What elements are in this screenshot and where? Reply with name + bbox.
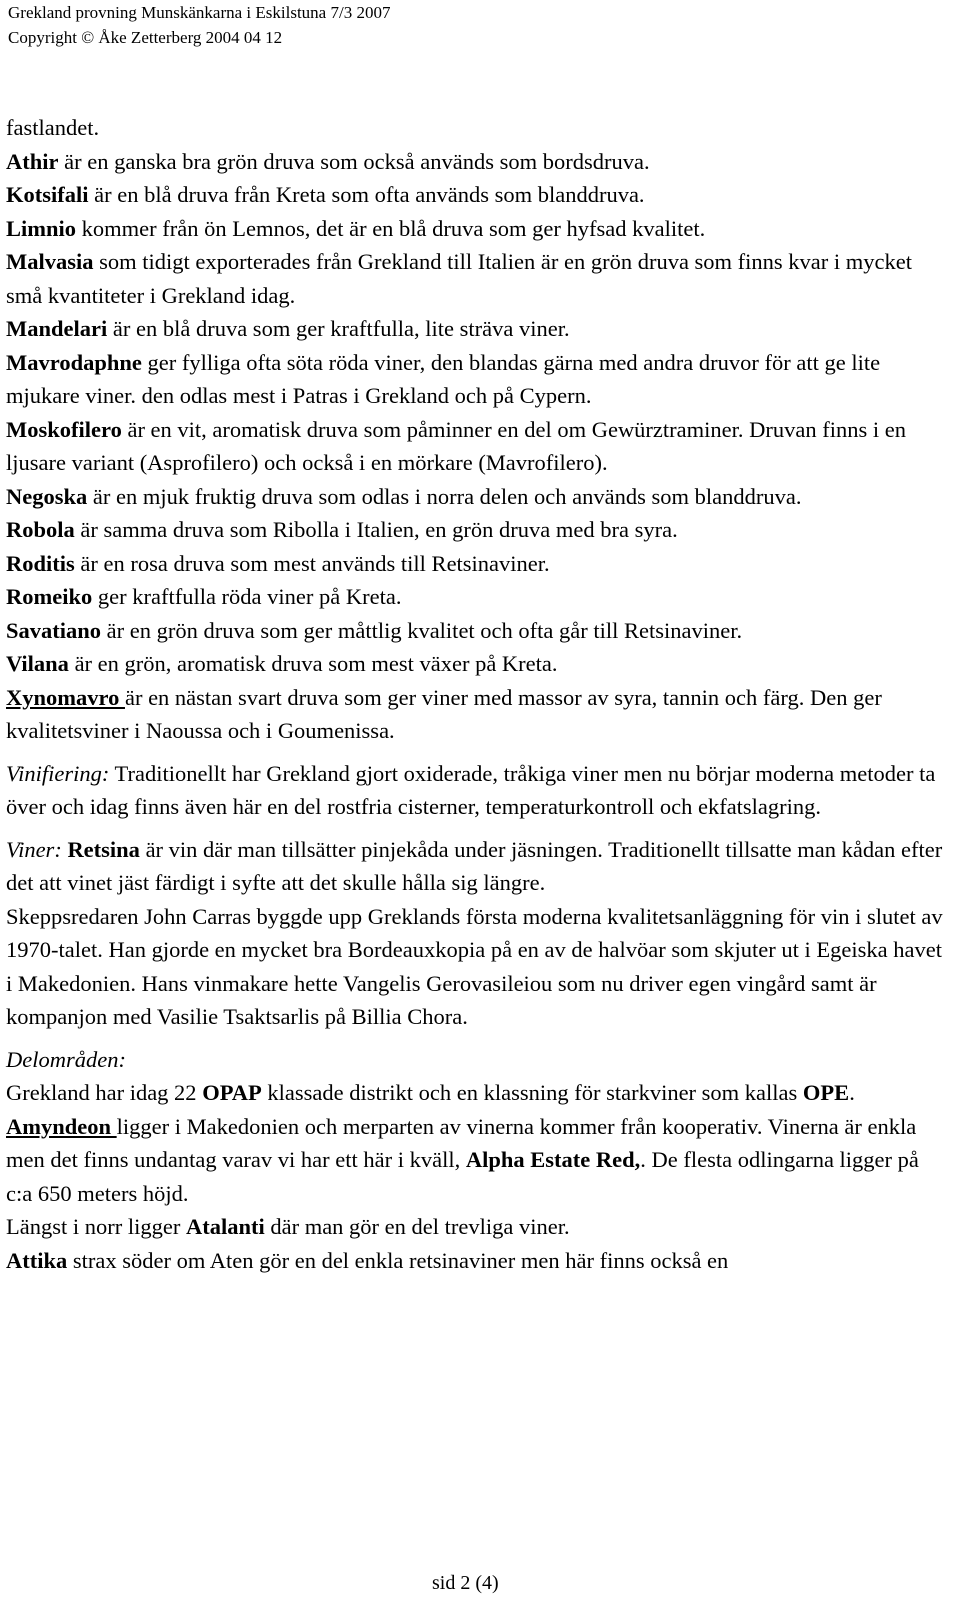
section-viner: Viner: Retsina är vin där man tillsätter pinjekåda under jäsningen. Traditionellt tillsatte man kådan efter det att vinet jäst färdigt i syfte att det skulle hålla sig längre.: [6, 836, 943, 895]
district-attika: Attika strax söder om Aten gör en del enkla retsinaviner men här finns också en: [6, 1247, 729, 1273]
grape-mandelari: Mandelari är en blå druva som ger kraftfulla, lite sträva viner.: [6, 316, 570, 341]
header-title: Grekland provning Munskänkarna i Eskilstuna 7/3 2007: [8, 3, 391, 22]
document-body: [6, 111, 946, 1277]
paragraph-carras: Skeppsredaren John Carras byggde upp Greklands första moderna kvalitetsanläggning för vin i slutet av 1970-talet. Han gjorde en mycket bra Bordeauxkopia på en av de halvöar som skjuter ut i Egeiska havet i Makedonien. Hans vinmakare hette Vangelis Gerovasileiou som nu driver egen vingård samt är kompanjon med Vasilie Tsaktsarlis på Billia Chora.: [6, 903, 943, 1029]
page-number: sid 2 (4): [432, 1572, 499, 1594]
grape-athir: Athir är en ganska bra grön druva som också används som bordsdruva.: [6, 148, 650, 174]
grape-mavrodaphne: Mavrodaphne ger fylliga ofta söta röda viner, den blandas gärna med andra druvor för att ge lite mjukare viner. den odlas mest i Patras i Grekland och på Cypern.: [6, 349, 881, 408]
document-header: [8, 0, 390, 50]
grape-xynomavro: Xynomavro är en nästan svart druva som ger viner med massor av syra, tannin och färg. Den ger kvalitetsviner i Naoussa och i Goumenissa.: [6, 684, 882, 743]
grape-vilana: Vilana är en grön, aromatisk druva som mest växer på Kreta.: [6, 651, 558, 676]
section-title-delomraden: Delområden:: [6, 1046, 126, 1072]
paragraph-opap: Grekland har idag 22 OPAP klassade distrikt och en klassning för starkviner som kallas OPE.: [6, 1080, 855, 1105]
grape-limnio: Limnio kommer från ön Lemnos, det är en blå druva som ger hyfsad kvalitet.: [6, 215, 706, 241]
grape-romeiko: Romeiko ger kraftfulla röda viner på Kreta.: [6, 584, 402, 609]
header-copyright: Copyright © Åke Zetterberg 2004 04 12: [8, 28, 283, 47]
grape-malvasia: Malvasia som tidigt exporterades från Grekland till Italien är en grön druva som finns kvar i mycket små kvantiteter i Grekland idag.: [6, 249, 913, 308]
grape-kotsifali: Kotsifali är en blå druva från Kreta som ofta används som blanddruva.: [6, 182, 645, 207]
district-amyndeon: Amyndeon ligger i Makedonien och merparten av vinerna kommer från kooperativ. Vinerna är enkla men det finns undantag varav vi har ett här i kväll, Alpha Estate Red,. De flesta odlingarna ligger på c:a 650 meters höjd.: [6, 1113, 919, 1206]
grape-moskofilero: Moskofilero är en vit, aromatisk druva som påminner en del om Gewürztraminer. Druvan finns i en ljusare variant (Asprofilero) och också i en mörkare (Mavrofilero).: [6, 416, 906, 475]
section-vinifiering: Vinifiering: Traditionellt har Grekland gjort oxiderade, tråkiga viner men nu börjar moderna metoder ta över och idag finns även här en del rostfria cisterner, temperaturkontroll och ekfatslagring.: [6, 760, 936, 819]
section-title: Viner:: [6, 836, 62, 862]
section-title: Vinifiering:: [6, 760, 110, 786]
grape-robola: Robola är samma druva som Ribolla i Italien, en grön druva med bra syra.: [6, 517, 678, 542]
grape-roditis: Roditis är en rosa druva som mest används till Retsinaviner.: [6, 550, 550, 576]
grape-negoska: Negoska är en mjuk fruktig druva som odlas i norra delen och används som blanddruva.: [6, 483, 802, 509]
paragraph: fastlandet.: [6, 115, 100, 140]
district-atalanti: Längst i norr ligger Atalanti där man gör en del trevliga viner.: [6, 1214, 570, 1239]
grape-savatiano: Savatiano är en grön druva som ger måttlig kvalitet och ofta går till Retsinaviner.: [6, 617, 743, 643]
